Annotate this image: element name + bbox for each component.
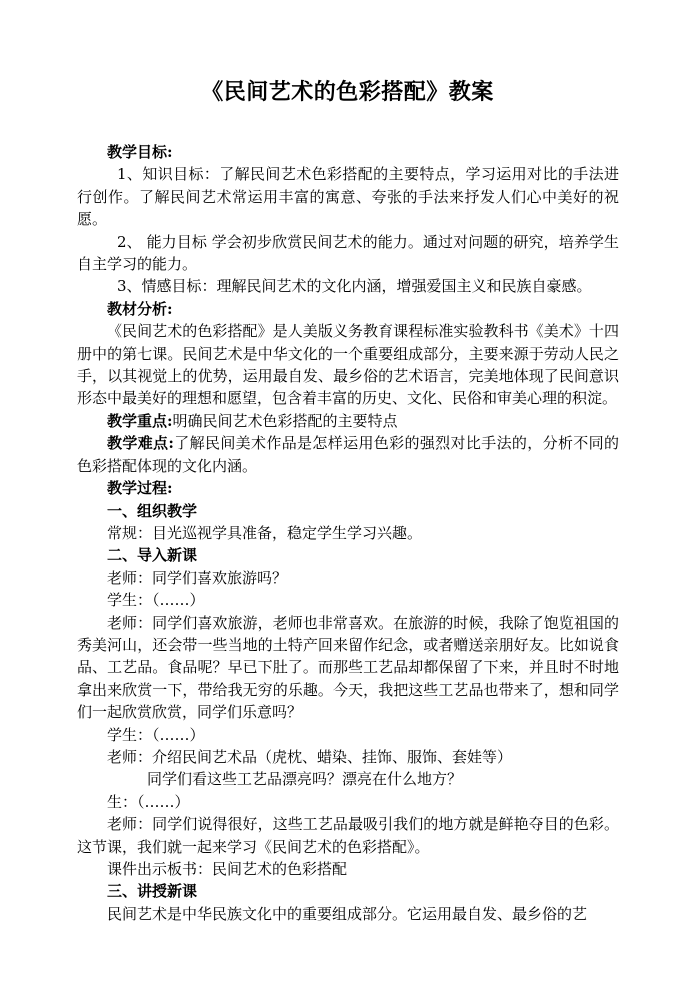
objectives-heading: 教学目标: (107, 143, 173, 161)
key-point-text: 明确民间艺术色彩搭配的主要特点 (172, 411, 398, 430)
analysis-heading: 教材分析: (107, 299, 173, 318)
document-title: 《民间艺术的色彩搭配》教案 (201, 79, 494, 105)
section-introduce: 二、导入新课 (107, 546, 198, 565)
process-heading: 教学过程: (107, 479, 173, 498)
objective-emotion: 3、情感目标：理解民间艺术的文化内涵，增强爱国主义和民族自豪感。 (117, 277, 592, 296)
section-organize: 一、组织教学 (107, 501, 198, 520)
section-lecture: 三、讲授新课 (107, 882, 198, 901)
teacher-line-3: 老师：介绍民间艺术品（虎枕、蜡染、挂饰、服饰、套娃等） (107, 747, 513, 766)
objective-knowledge: 1、知识目标：了解民间艺术色彩搭配的主要特点，学习运用对比的手法进行创作。了解民间艺术常运用丰富的寓意、夸张的手法来抒发人们心中美好的祝愿。 (77, 165, 619, 229)
lecture-text: 民间艺术是中华民族文化中的重要组成部分。它运用最自发、最乡俗的艺 (107, 904, 588, 923)
difficulty-label: 教学难点: (107, 434, 174, 453)
student-line-1: 学生：（……） (107, 591, 205, 610)
analysis-text: 《民间艺术的色彩搭配》是人美版义务教育课程标准实验教科书《美术》十四册中的第七课。民间艺术是中华文化的一个重要组成部分，主要来源于劳动人民之手，以其视觉上的优势，运用最自发、最乡俗的艺术语言，完美地体现了民间意识形态中最美好的理想和愿望，包含着丰富的历史、文化、民俗和审美心理的积淀。 (77, 322, 619, 408)
teacher-line-2: 老师：同学们喜欢旅游，老师也非常喜欢。在旅游的时候，我除了饱览祖国的秀美河山，还会带一些当地的土特产回来留作纪念，或者赠送亲朋好友。比如说食品、工艺品。食品呢？早已下肚了。而那些工艺品却都保留了下来，并且时不时地拿出来欣赏一下，带给我无穷的乐趣。今天，我把这些工艺品也带来了，想和同学们一起欣赏欣赏，同学们乐意吗？ (77, 613, 619, 722)
routine-text: 常规：目光巡视学具准备，稳定学生学习兴趣。 (107, 523, 423, 542)
teacher-line-4: 老师：同学们说得很好，这些工艺品最吸引我们的地方就是鲜艳夺目的色彩。这节课，我们就一起来学习《民间艺术的色彩搭配》。 (77, 815, 619, 856)
student-line-2: 学生：（……） (107, 725, 205, 744)
objective-ability: 2、 能力目标 学会初步欣赏民间艺术的能力。通过对问题的研究，培养学生自主学习的能力。 (77, 232, 619, 274)
key-point-label: 教学重点: (107, 411, 173, 430)
document-body (77, 141, 619, 925)
teacher-line-1: 老师：同学们喜欢旅游吗？ (107, 568, 288, 587)
student-line-3: 生：（……） (107, 792, 190, 811)
difficulty-point (77, 432, 619, 477)
key-point (77, 410, 619, 432)
difficulty-text: 了解民间美术作品是怎样运用色彩的强烈对比手法的，分析不同的色彩搭配体现的文化内涵。 (77, 434, 619, 475)
courseware-text: 课件出示板书：民间艺术的色彩搭配 (107, 860, 348, 878)
teacher-line-3b: 同学们看这些工艺品漂亮吗？漂亮在什么地方？ (147, 770, 463, 789)
